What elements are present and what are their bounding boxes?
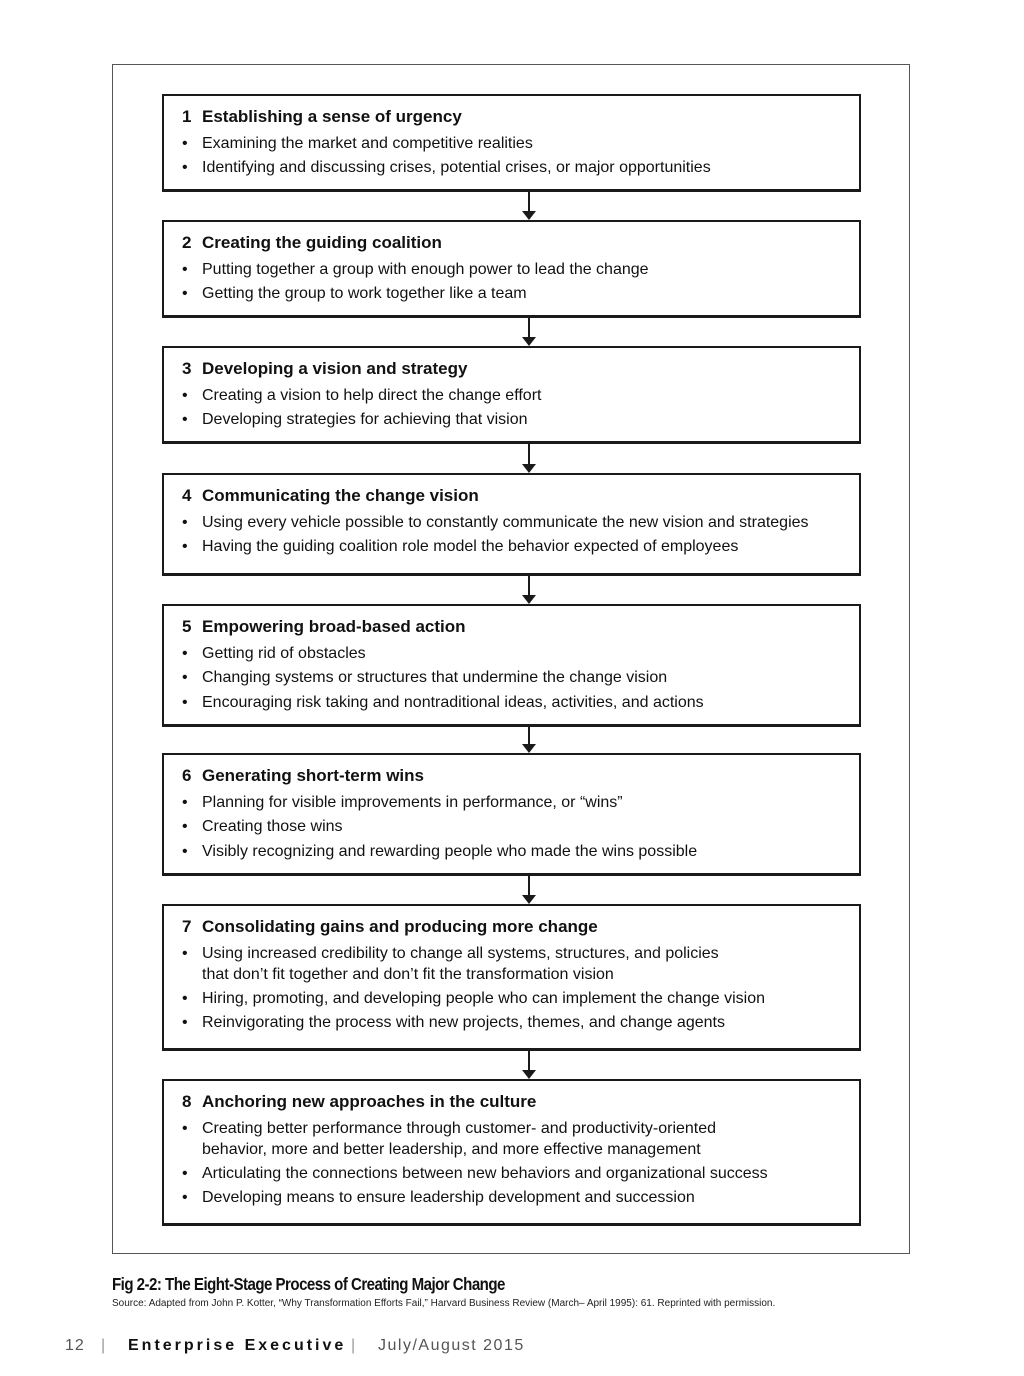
publication-name: Enterprise Executive <box>128 1337 347 1354</box>
stage-box <box>162 473 861 576</box>
down-arrow-icon <box>522 576 536 604</box>
stage-title <box>164 615 859 638</box>
stage-bullet: • Getting the group to work together like a team <box>164 284 859 305</box>
stage-box <box>162 604 861 727</box>
stage-bullet: • Encouraging risk taking and nontraditional ideas, activities, and actions <box>164 693 859 714</box>
stage-title <box>164 231 859 254</box>
stage-number: 8 <box>182 1092 192 1111</box>
stage-number: 5 <box>182 617 192 636</box>
stage-number: 6 <box>182 766 192 785</box>
stage-bullet: • Articulating the connections between new behaviors and organizational success <box>164 1164 859 1185</box>
stage-bullet-list <box>164 386 859 431</box>
stage-number: 3 <box>182 359 192 378</box>
stage-box <box>162 1079 861 1226</box>
stage-box <box>162 94 861 192</box>
stage-title-text: Consolidating gains and producing more change <box>202 917 598 936</box>
stage-bullet: • Reinvigorating the process with new projects, themes, and change agents <box>164 1013 859 1034</box>
stage-bullet: • Using every vehicle possible to constantly communicate the new vision and strategies <box>164 513 859 534</box>
stage-box <box>162 346 861 444</box>
down-arrow-icon <box>522 444 536 473</box>
stage-bullet-list <box>164 944 859 1034</box>
stage-bullet: • Putting together a group with enough power to lead the change <box>164 260 859 281</box>
stage-bullet: • Using increased credibility to change all systems, structures, and policies that don’t fit together and don’t fit the transformation vision <box>164 944 859 985</box>
stage-title-text: Establishing a sense of urgency <box>202 107 462 126</box>
figure-caption-source: Source: Adapted from John P. Kotter, “Why Transformation Efforts Fail,” Harvard Business Review (March– April 1995): 61. Reprinted with permission. <box>112 1298 776 1309</box>
stage-bullet: • Having the guiding coalition role model the behavior expected of employees <box>164 537 859 558</box>
stage-bullet: • Developing strategies for achieving that vision <box>164 410 859 431</box>
stage-number: 4 <box>182 486 192 505</box>
stage-bullet: • Identifying and discussing crises, potential crises, or major opportunities <box>164 158 859 179</box>
stage-bullet-list <box>164 134 859 179</box>
stage-number: 1 <box>182 107 192 126</box>
stage-box <box>162 753 861 876</box>
stage-number: 2 <box>182 233 192 252</box>
stage-bullet-list <box>164 644 859 713</box>
stage-title <box>164 764 859 787</box>
stage-bullet-list <box>164 793 859 862</box>
stage-bullet: • Getting rid of obstacles <box>164 644 859 665</box>
down-arrow-icon <box>522 876 536 904</box>
stage-bullet: • Creating those wins <box>164 817 859 838</box>
stage-title <box>164 915 859 938</box>
stage-bullet-list <box>164 513 859 558</box>
stage-bullet: • Creating a vision to help direct the change effort <box>164 386 859 407</box>
down-arrow-icon <box>522 192 536 220</box>
stage-title <box>164 484 859 507</box>
footer-separator: | <box>351 1337 356 1354</box>
stage-title <box>164 105 859 128</box>
down-arrow-icon <box>522 1051 536 1079</box>
stage-title-text: Developing a vision and strategy <box>202 359 468 378</box>
stage-box <box>162 904 861 1051</box>
stage-title-text: Empowering broad-based action <box>202 617 466 636</box>
stage-title-text: Communicating the change vision <box>202 486 479 505</box>
footer-separator: | <box>101 1337 106 1354</box>
stage-number: 7 <box>182 917 192 936</box>
stage-bullet: • Visibly recognizing and rewarding people who made the wins possible <box>164 842 859 863</box>
stage-bullet-list <box>164 1119 859 1209</box>
stage-bullet: • Creating better performance through customer- and productivity-oriented behavior, more and better leadership, and more effective management <box>164 1119 859 1160</box>
issue-date: July/August 2015 <box>378 1337 525 1354</box>
stage-bullet: • Changing systems or structures that undermine the change vision <box>164 668 859 689</box>
stage-bullet: • Examining the market and competitive realities <box>164 134 859 155</box>
stage-box <box>162 220 861 318</box>
stage-title <box>164 1090 859 1113</box>
stage-title-text: Creating the guiding coalition <box>202 233 442 252</box>
stage-title <box>164 357 859 380</box>
figure-caption-title: Fig 2-2: The Eight-Stage Process of Creating Major Change <box>112 1274 505 1294</box>
stage-title-text: Anchoring new approaches in the culture <box>202 1092 537 1111</box>
down-arrow-icon <box>522 318 536 346</box>
stage-bullet: • Planning for visible improvements in performance, or “wins” <box>164 793 859 814</box>
stage-bullet: • Developing means to ensure leadership development and succession <box>164 1188 859 1209</box>
stage-title-text: Generating short-term wins <box>202 766 424 785</box>
page-number: 12 <box>65 1337 85 1354</box>
stage-bullet-list <box>164 260 859 305</box>
stage-bullet: • Hiring, promoting, and developing people who can implement the change vision <box>164 989 859 1010</box>
down-arrow-icon <box>522 727 536 753</box>
